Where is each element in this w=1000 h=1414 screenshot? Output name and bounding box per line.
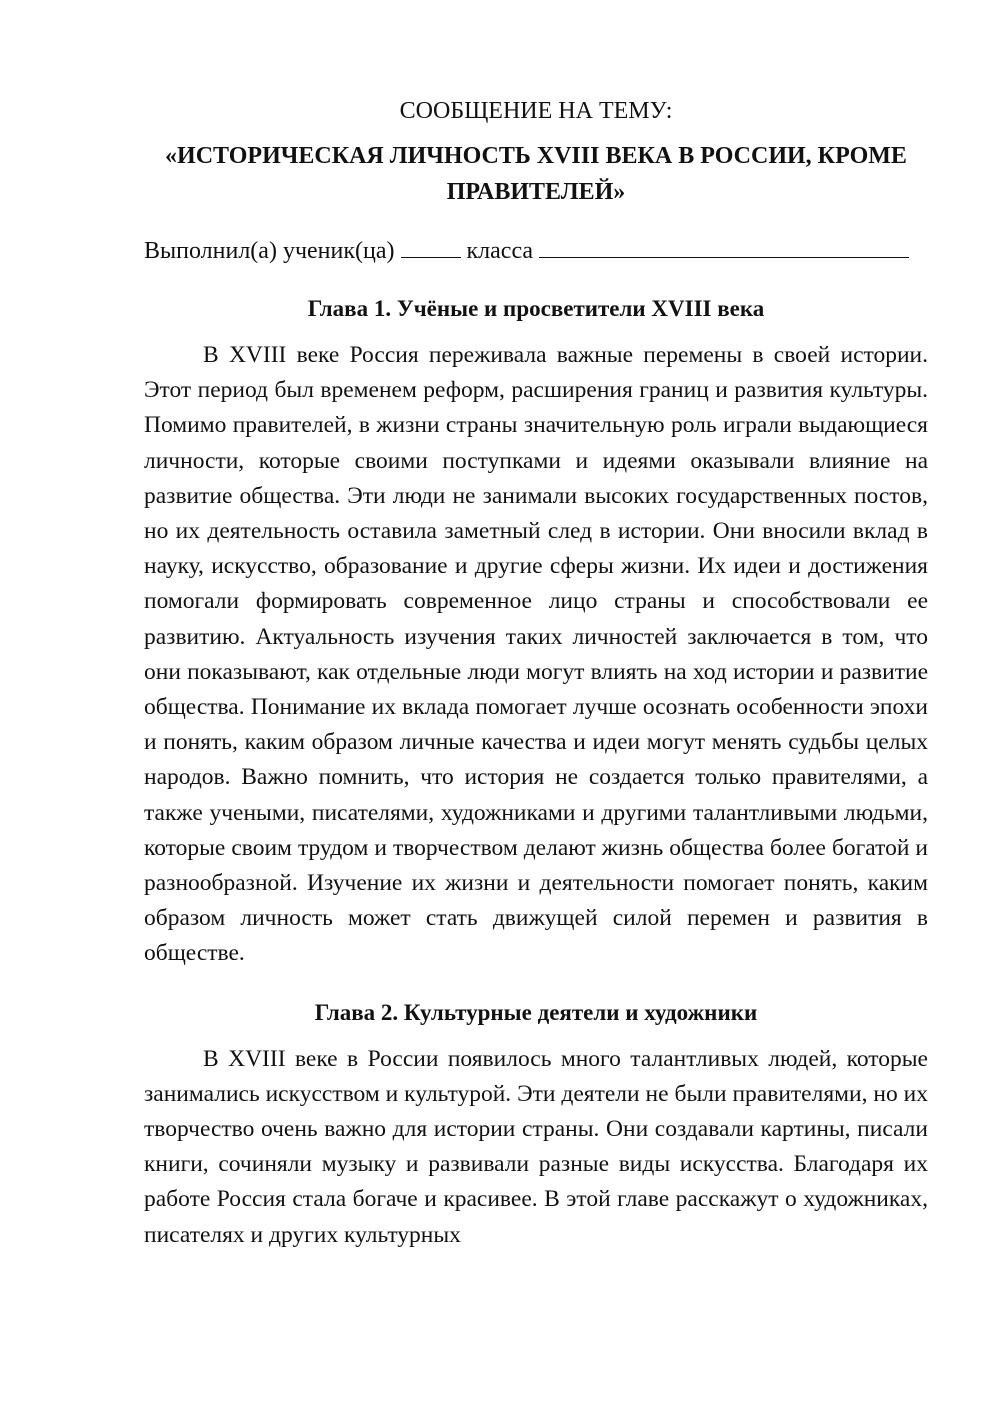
student-name-blank bbox=[539, 235, 909, 258]
chapter-1-text: В XVIII веке Россия переживала важные перемены в своей истории. Этот период был временем реформ, расширения границ и развития культуры. Помимо правителей, в жизни страны значительную роль играли выдающиеся личности, которые своими поступками и идеями оказывали влияние на развитие общества. Эти люди не занимали высоких государственных постов, но их деятельность оставила заметный след в истории. Они вносили вклад в науку, искусство, образование и другие сферы жизни. Их идеи и достижения помогали формировать современное лицо страны и способствовали ее развитию. Актуальность изучения таких личностей заключается в том, что они показывают, как отдельные люди могут влиять на ход истории и развитие общества. Понимание их вклада помогает лучше осознать особенности эпохи и понять, каким образом личные качества и идеи могут менять судьбы целых народов. Важно помнить, что история не создается только правителями, а также учеными, писателями, художниками и другими талантливыми людьми, которые своим трудом и творчеством делают жизнь общества более богатой и разнообразной. Изучение их жизни и деятельности помогает понять, каким образом личность может стать движущей силой перемен и развития в обществе. bbox=[144, 342, 928, 967]
document-page bbox=[144, 94, 928, 1276]
document-heading: СООБЩЕНИЕ НА ТЕМУ: bbox=[399, 98, 673, 124]
author-label: Выполнил(а) ученик(ца) bbox=[144, 238, 395, 264]
class-number-blank bbox=[401, 235, 461, 258]
chapter-2-text: В XVIII веке в России появилось много талантливых людей, которые занимались искусством и культурой. Эти деятели не были правителями, но их творчество очень важно для истории страны. Они создавали картины, писали книги, сочиняли музыку и развивали разные виды искусства. Благодаря их работе Россия стала богаче и красивее. В этой главе расскажут о художниках, писателях и других культурных bbox=[144, 1045, 928, 1248]
document-title: «ИСТОРИЧЕСКАЯ ЛИЧНОСТЬ XVIII ВЕКА В РОССИИ, КРОМЕ ПРАВИТЕЛЕЙ» bbox=[165, 143, 907, 205]
chapter-2-title: Глава 2. Культурные деятели и художники bbox=[314, 999, 758, 1025]
chapter-1-title: Глава 1. Учёные и просветители XVIII века bbox=[307, 296, 765, 321]
class-label: класса bbox=[466, 238, 534, 264]
author-line bbox=[144, 234, 928, 268]
